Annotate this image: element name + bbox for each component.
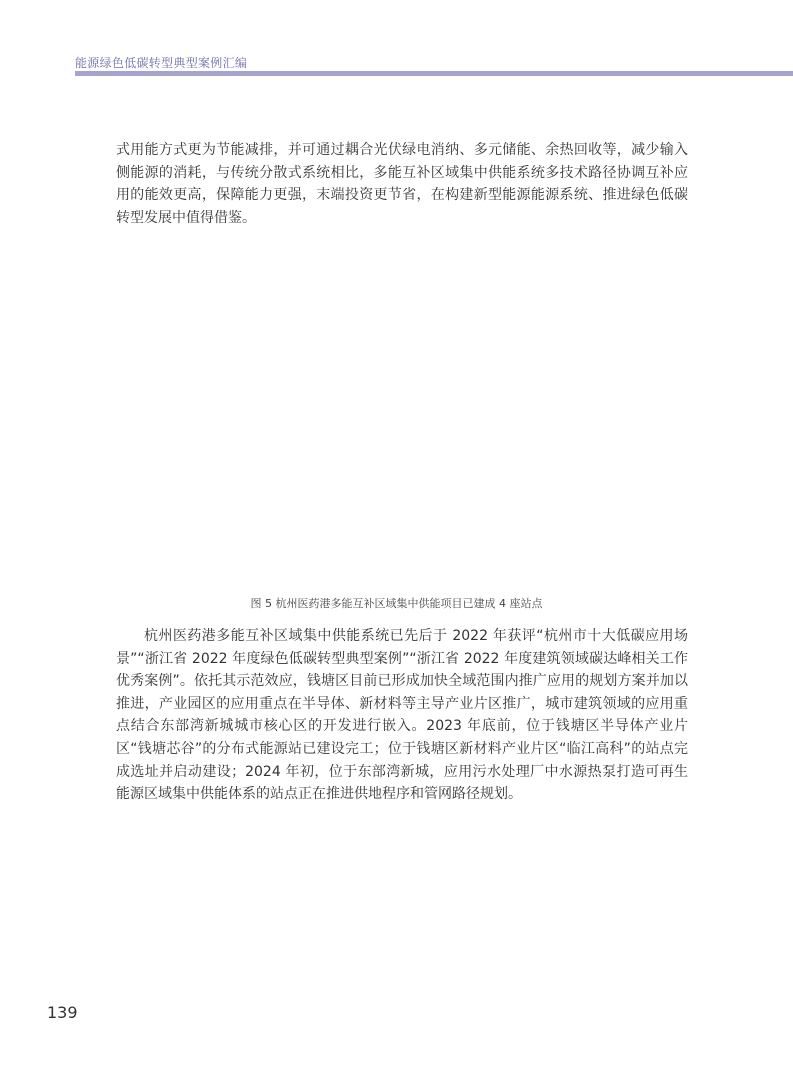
- figure-placeholder: [116, 240, 688, 580]
- body-paragraph-2: 杭州医药港多能互补区域集中供能系统已先后于 2022 年获评“杭州市十大低碳应用场景”“浙江省 2022 年度绿色低碳转型典型案例”“浙江省 2022 年度建筑领域碳达峰相关工作优秀案例”。依托其示范效应，钱塘区目前已形成加快全域范围内推广应用的规划方案并加以推进，产业园区的应用重点在半导体、新材料等主导产业片区推广，城市建筑领域的应用重点结合东部湾新城城市核心区的开发进行嵌入。2023 年底前，位于钱塘区半导体产业片区“钱塘芯谷”的分布式能源站已建设完工；位于钱塘区新材料产业片区“临江高科”的站点完成选址并启动建设；2024 年初，位于东部湾新城，应用污水处理厂中水源热泵打造可再生能源区域集中供能体系的站点正在推进供地程序和管网路径规划。: [116, 628, 688, 803]
- figure-caption: 图 5 杭州医药港多能互补区域集中供能项目已建成 4 座站点: [250, 597, 543, 610]
- header-rule: [75, 71, 793, 76]
- running-header: 能源绿色低碳转型典型案例汇编: [75, 56, 248, 70]
- page-number: 139: [47, 1003, 78, 1022]
- body-paragraph-1: 式用能方式更为节能减排，并可通过耦合光伏绿电消纳、多元储能、余热回收等，减少输入侧能源的消耗，与传统分散式系统相比，多能互补区域集中供能系统多技术路径协调互补应用的能效更高，保障能力更强，末端投资更节省，在构建新型能源能源系统、推进绿色低碳转型发展中值得借鉴。: [116, 142, 688, 226]
